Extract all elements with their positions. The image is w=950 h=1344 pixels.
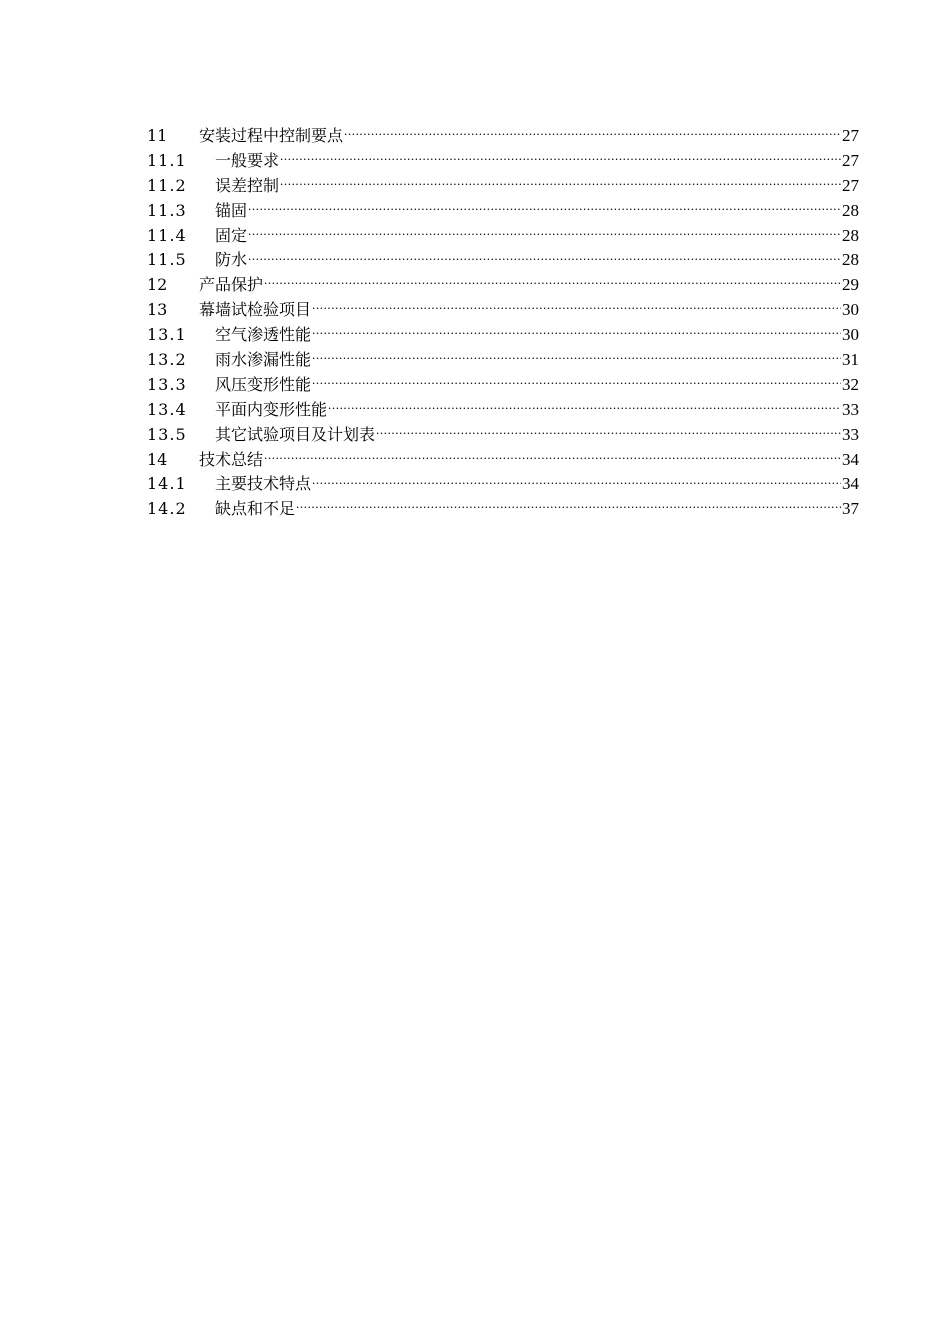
toc-entry-title: 平面内变形性能 [215, 399, 328, 419]
toc-entry-number: 11.5 [147, 250, 187, 270]
toc-entry-title: 产品保护 [199, 275, 264, 295]
toc-entry[interactable] [147, 149, 859, 174]
toc-entry-number: 11 [147, 126, 168, 145]
toc-entry-page: 27 [842, 150, 859, 170]
toc-entry[interactable] [147, 124, 859, 149]
toc-entry[interactable] [147, 348, 859, 373]
toc-entry-title: 一般要求 [215, 150, 280, 170]
toc-entry-number: 11.3 [147, 200, 187, 220]
toc-entry-title: 风压变形性能 [215, 374, 312, 394]
toc-entry-title: 缺点和不足 [215, 499, 296, 519]
toc-entry-title: 雨水渗漏性能 [215, 350, 312, 370]
toc-entry[interactable] [147, 398, 859, 423]
toc-entry[interactable] [147, 423, 859, 448]
toc-entry-page: 27 [842, 126, 859, 145]
toc-entry-page: 33 [842, 424, 859, 444]
toc-dot-leader [248, 225, 841, 241]
toc-dot-leader [376, 424, 841, 440]
toc-entry[interactable] [147, 248, 859, 273]
toc-dot-leader [264, 274, 841, 290]
toc-entry-number: 11.2 [147, 175, 187, 195]
toc-entry-title: 防水 [215, 250, 248, 270]
toc-entry-title: 锚固 [215, 200, 248, 220]
toc-entry[interactable] [147, 497, 859, 522]
toc-entry-number: 14.1 [147, 474, 187, 494]
toc-entry-page: 30 [842, 300, 859, 320]
toc-entry-page: 28 [842, 225, 859, 245]
toc-entry[interactable] [147, 373, 859, 398]
toc-dot-leader [296, 498, 841, 514]
toc-entry-title: 主要技术特点 [215, 474, 312, 494]
toc-entry-title: 空气渗透性能 [215, 325, 312, 345]
toc-dot-leader [264, 449, 841, 465]
toc-entry-title: 误差控制 [215, 175, 280, 195]
toc-entry-title: 技术总结 [199, 449, 264, 469]
toc-entry-page: 34 [842, 449, 859, 469]
toc-entry-number: 12 [147, 275, 168, 295]
toc-entry-page: 28 [842, 250, 859, 270]
toc-entry-title: 其它试验项目及计划表 [215, 424, 376, 444]
toc-entry-number: 14.2 [147, 499, 187, 519]
toc-entry[interactable] [147, 273, 859, 298]
toc-dot-leader [248, 249, 841, 265]
toc-entry-page: 29 [842, 275, 859, 295]
toc-entry[interactable] [147, 323, 859, 348]
toc-dot-leader [344, 125, 841, 141]
toc-entry-page: 28 [842, 200, 859, 220]
toc-entry-page: 31 [842, 350, 859, 370]
toc-dot-leader [312, 473, 841, 489]
toc-entry-number: 13.3 [147, 374, 187, 394]
toc-entry-number: 14 [147, 449, 168, 469]
toc-entry-page: 27 [842, 175, 859, 195]
toc-entry[interactable] [147, 298, 859, 323]
table-of-contents [147, 124, 859, 522]
toc-entry-number: 13.4 [147, 399, 187, 419]
toc-entry-title: 幕墙试检验项目 [199, 300, 312, 320]
toc-entry-number: 11.4 [147, 225, 187, 245]
toc-entry[interactable] [147, 199, 859, 224]
toc-entry-page: 34 [842, 474, 859, 494]
toc-entry[interactable] [147, 224, 859, 249]
toc-entry-number: 13.5 [147, 424, 187, 444]
toc-entry-page: 32 [842, 374, 859, 394]
toc-dot-leader [312, 299, 841, 315]
toc-entry-title: 固定 [215, 225, 248, 245]
toc-entry-page: 33 [842, 399, 859, 419]
toc-dot-leader [248, 200, 841, 216]
toc-dot-leader [312, 374, 841, 390]
toc-entry-number: 13.2 [147, 350, 187, 370]
toc-entry-page: 37 [842, 499, 859, 519]
toc-entry[interactable] [147, 174, 859, 199]
toc-dot-leader [312, 349, 841, 365]
toc-entry-number: 13.1 [147, 325, 187, 345]
toc-entry-number: 11.1 [147, 150, 187, 170]
toc-dot-leader [280, 150, 841, 166]
toc-entry-number: 13 [147, 300, 168, 320]
toc-dot-leader [280, 175, 841, 191]
toc-dot-leader [328, 399, 841, 415]
toc-entry-page: 30 [842, 325, 859, 345]
toc-dot-leader [312, 324, 841, 340]
toc-entry-title: 安装过程中控制要点 [199, 126, 344, 145]
toc-entry[interactable] [147, 472, 859, 497]
toc-entry[interactable] [147, 448, 859, 473]
